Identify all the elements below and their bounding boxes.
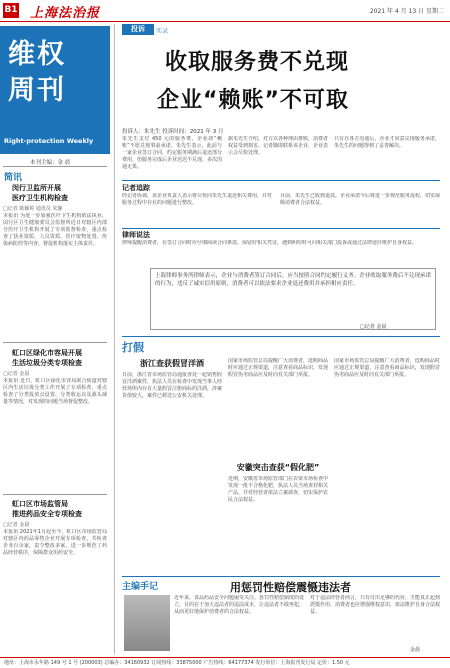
- story2-title[interactable]: 安徽突击查获“假化肥”: [236, 463, 320, 472]
- brief1-title-b[interactable]: 医疗卫生机构检查: [12, 194, 68, 202]
- section-lawyer-heading: 律师说法: [122, 231, 150, 239]
- note-text-col2: 目前，朱先生已收到退款。企业承诺今后将进一步规范服务流程，切实保障消费者合法权益。: [280, 193, 440, 206]
- brief1-title-a[interactable]: 闵行卫监所开展: [12, 184, 61, 192]
- section-rule: [122, 336, 440, 337]
- editor-portrait: [124, 595, 170, 651]
- brief3-byline: □记者 金晨: [3, 522, 30, 528]
- column-divider: [114, 24, 115, 654]
- note-text-col1: 经记者协调，该企业负责人表示将尽快向朱先生退还相关费用，并对服务过程中存在的问题进行整改。: [122, 193, 272, 206]
- paper-name: 上海法治报: [30, 6, 101, 21]
- section-tag-dapo: 打假: [122, 341, 144, 354]
- banner-english-title: Right-protection Weekly: [4, 137, 94, 145]
- headline-line2[interactable]: 企业“赖账”不可取: [157, 88, 349, 113]
- story-text-col1: 朱先生支付 450 元的服务费，企业却“赖账”不愿兑现事前承诺。朱先生表示，此前与一家企业签订合同，约定服务期满后退还部分费用，但服务完成后企业迟迟不兑现，多次沟通无果。: [122, 136, 222, 170]
- opinion-text-col2: 对于违法经营者而言，只有付出足够的代价，才能真正起到震慑作用。消费者也应增强维权意识，依法维护自身合法权益。: [310, 595, 440, 615]
- editor-line: 本刊主编：金 晨: [30, 160, 71, 166]
- brief3-text: 本报讯 2021年1月起至今，虹口区市场监管局对辖区内药品零售企业开展专项检查，共检查企业百余家，责令整改多家，进一步规范了药品经营秩序，保障群众用药安全。: [3, 529, 107, 556]
- date-line: 2021 年 4 月 13 日 星期二: [369, 8, 444, 15]
- story3-text: 国家市场监管总局提醒广大消费者，选购商品时应通过正规渠道，注意查看商品标识，发现假冒伪劣商品应及时向有关部门举报。: [228, 358, 328, 378]
- brief2-byline: □记者 金晨: [3, 371, 30, 377]
- brief3-title-b[interactable]: 推进药品安全专项检查: [12, 510, 82, 518]
- reporter-line: 投诉人：朱先生 投诉时间：2021 年 3 月: [122, 129, 224, 135]
- footer-info: 地址：上海市永年路 149 号 1 号 (200003) 总编办：34160932 订阅热线：33875000 广告热线：64177374 发行单位：上海报刊发行局 定价：1.50 元: [0, 657, 450, 668]
- story-text-col3: 只有在各方沟通后，企业才同意兑现服务承诺，朱先生的问题得到了妥善解决。: [334, 136, 440, 149]
- opinion-title[interactable]: 用惩罚性赔偿震慑违法者: [230, 581, 351, 594]
- story1-title[interactable]: 浙江查获假冒洋酒: [140, 359, 204, 368]
- brief2-text: 本报讯 近日，虹口区绿化市容局联合街道对辖区内生活垃圾分类工作开展了专项检查，重点检查了分类投放点设置、分类收运以及源头减量等情况，对发现的问题当场督促整改。: [3, 378, 107, 405]
- lawyer-quote: 上海律师事务所律师表示，企业与消费者签订合同后，应当按照合同约定履行义务。企业收取服务费后不兑现承诺的行为，违反了诚实信用原则，消费者可以依法要求企业退还费用并承担相应责任。: [155, 273, 431, 287]
- brief1-text: 本报讯 为进一步加强医疗卫生机构依法执业，闵行区卫生健康委员会监督所近日对辖区内部分医疗卫生机构开展了专项监督检查，重点检查了执业资质、人员资质、医疗废物处置、传染病防控等内容，督促机构落实主体责任。: [3, 213, 107, 247]
- brief1-byline: □记者 陈颖婷 通讯员 朱静: [3, 206, 63, 212]
- story-text-col2: 据朱先生介绍，对方以各种理由推脱，消费者权益受到损害。记者随即联系该企业，企业表示会尽快处理。: [228, 136, 328, 156]
- story2-text-col1: 近期，安徽省市场监管部门在农资市场检查中发现一批不合格化肥，执法人员当场查封相关产品，并对经营者依法立案调查，切实保护农民合法权益。: [228, 476, 328, 503]
- banner-title-line2: 周刊: [8, 75, 66, 106]
- brief3-title-a[interactable]: 虹口区市场监管局: [12, 500, 68, 508]
- column-tag: 投诉: [122, 24, 154, 35]
- divider: [3, 166, 107, 167]
- section-rule: [122, 576, 440, 577]
- section-tag-editor-note: 主编手记: [122, 582, 159, 592]
- story1-text: 日前，浙江省市场监管局通报查处一起销售假冒洋酒案件，执法人员在检查中发现当事人经营场所内存有大量假冒注册商标的洋酒，涉案货值较大，案件已移送公安机关处理。: [122, 372, 222, 399]
- banner-title-line1: 维权: [8, 39, 66, 70]
- headline-line1[interactable]: 收取服务费不兑现: [165, 50, 350, 75]
- divider: [3, 342, 107, 343]
- opinion-text-col1: 近年来，食品药品安全问题屡受关注。惩罚性赔偿制度的设立，目的在于加大违法者的违法成本，让违法者不敢再犯，从而更好地保护消费者的合法权益。: [174, 595, 304, 615]
- section-rule: [122, 180, 440, 181]
- section-rule: [122, 228, 440, 229]
- column-tag-sub: 实录: [156, 28, 169, 35]
- brief2-title-b[interactable]: 生活垃圾分类专项检查: [12, 359, 82, 367]
- lawyer-intro-text: 律师提醒消费者，在签订合同时应仔细阅读合同条款，保留好相关凭证，遇到纠纷时可向相关部门投诉或通过法律途径维护自身权益。: [122, 240, 418, 246]
- opinion-byline: 金晨: [410, 647, 421, 653]
- brief2-title-a[interactable]: 虹口区绿化市容局开展: [12, 349, 82, 357]
- page-number: B1: [3, 3, 19, 18]
- story-text-col3: 国家市场监管总局提醒广大消费者，选购商品时应通过正规渠道，注意查看商品标识，发现假冒伪劣商品应及时向有关部门举报。: [334, 358, 440, 378]
- quote-byline: □记者 金晨: [360, 324, 387, 330]
- divider: [3, 494, 107, 495]
- section-note-heading: 记者追踪: [122, 184, 150, 192]
- brief-heading: 简讯: [4, 173, 23, 183]
